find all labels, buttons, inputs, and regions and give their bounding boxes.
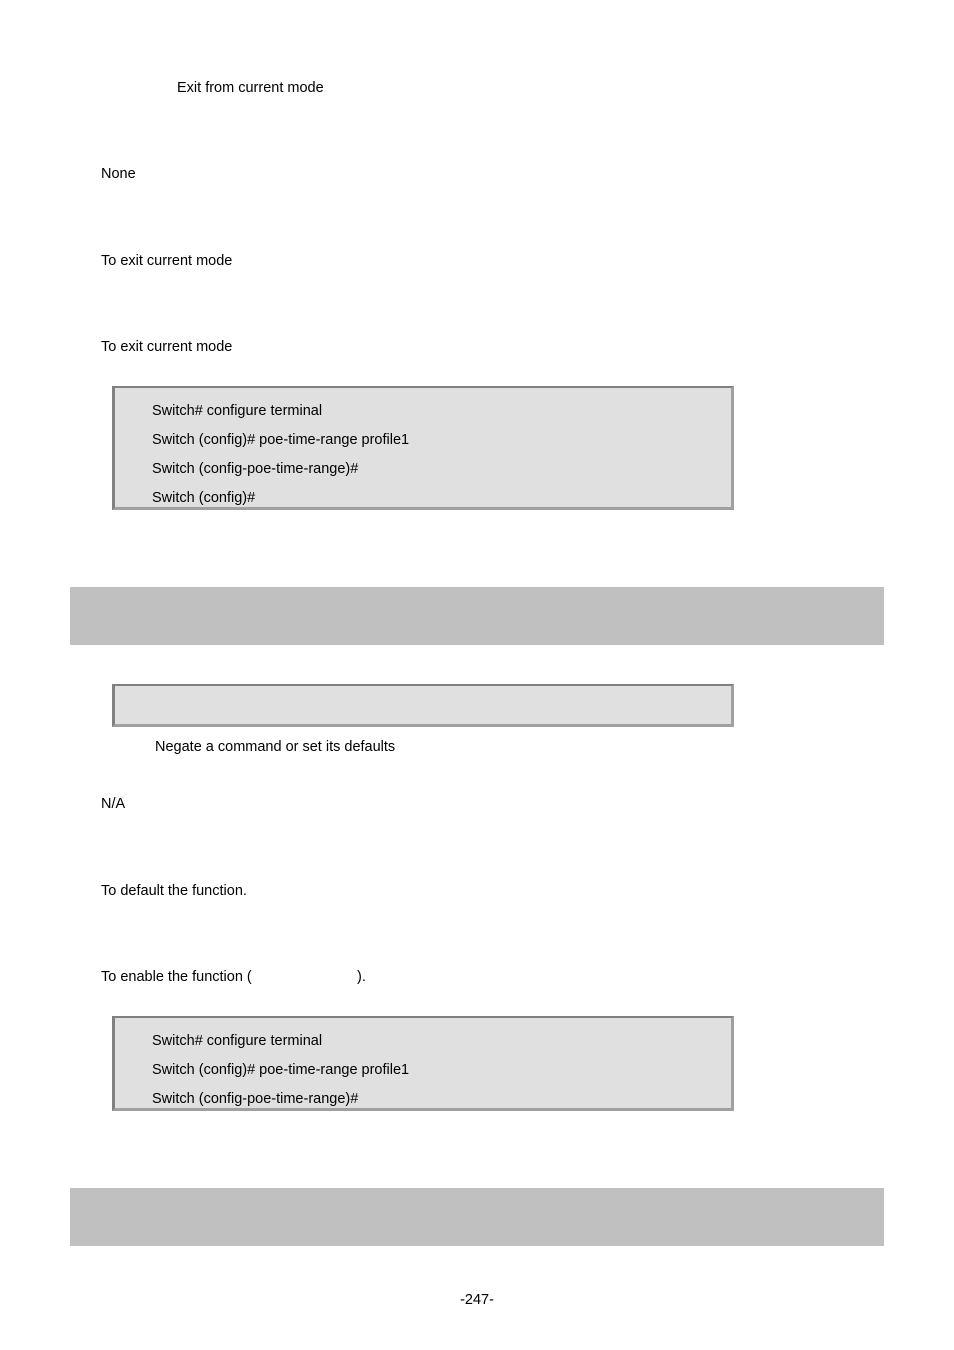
- parameter-description: Exit from current mode: [177, 80, 324, 96]
- page-number: -247-: [460, 1292, 494, 1308]
- usage-guide-text: To exit current mode: [101, 253, 233, 269]
- example-code-box: [112, 1016, 734, 1111]
- example-code-box: [112, 386, 734, 510]
- example-intro: To exit current mode: [101, 339, 233, 355]
- section-heading-bar: [70, 1188, 884, 1246]
- section-heading-bar: [70, 587, 884, 645]
- code-line: Switch (config)# poe-time-range profile1: [152, 432, 410, 448]
- command-syntax-box: [112, 684, 734, 727]
- code-line: Switch (config-poe-time-range)#: [152, 461, 359, 477]
- code-line: Switch (config-poe-time-range)#: [152, 1091, 359, 1107]
- example-intro-start: To enable the function (: [101, 969, 252, 985]
- code-line: Switch (config)# poe-time-range profile1: [152, 1062, 410, 1078]
- usage-guide-text: To default the function.: [101, 883, 247, 899]
- parameter-description: Negate a command or set its defaults: [155, 739, 396, 755]
- code-line: Switch (config)#: [152, 490, 256, 506]
- code-line: Switch# configure terminal: [152, 1033, 323, 1049]
- default-value: None: [101, 166, 136, 182]
- default-value: N/A: [101, 796, 126, 812]
- example-intro-end: ).: [357, 969, 366, 985]
- code-line: Switch# configure terminal: [152, 403, 323, 419]
